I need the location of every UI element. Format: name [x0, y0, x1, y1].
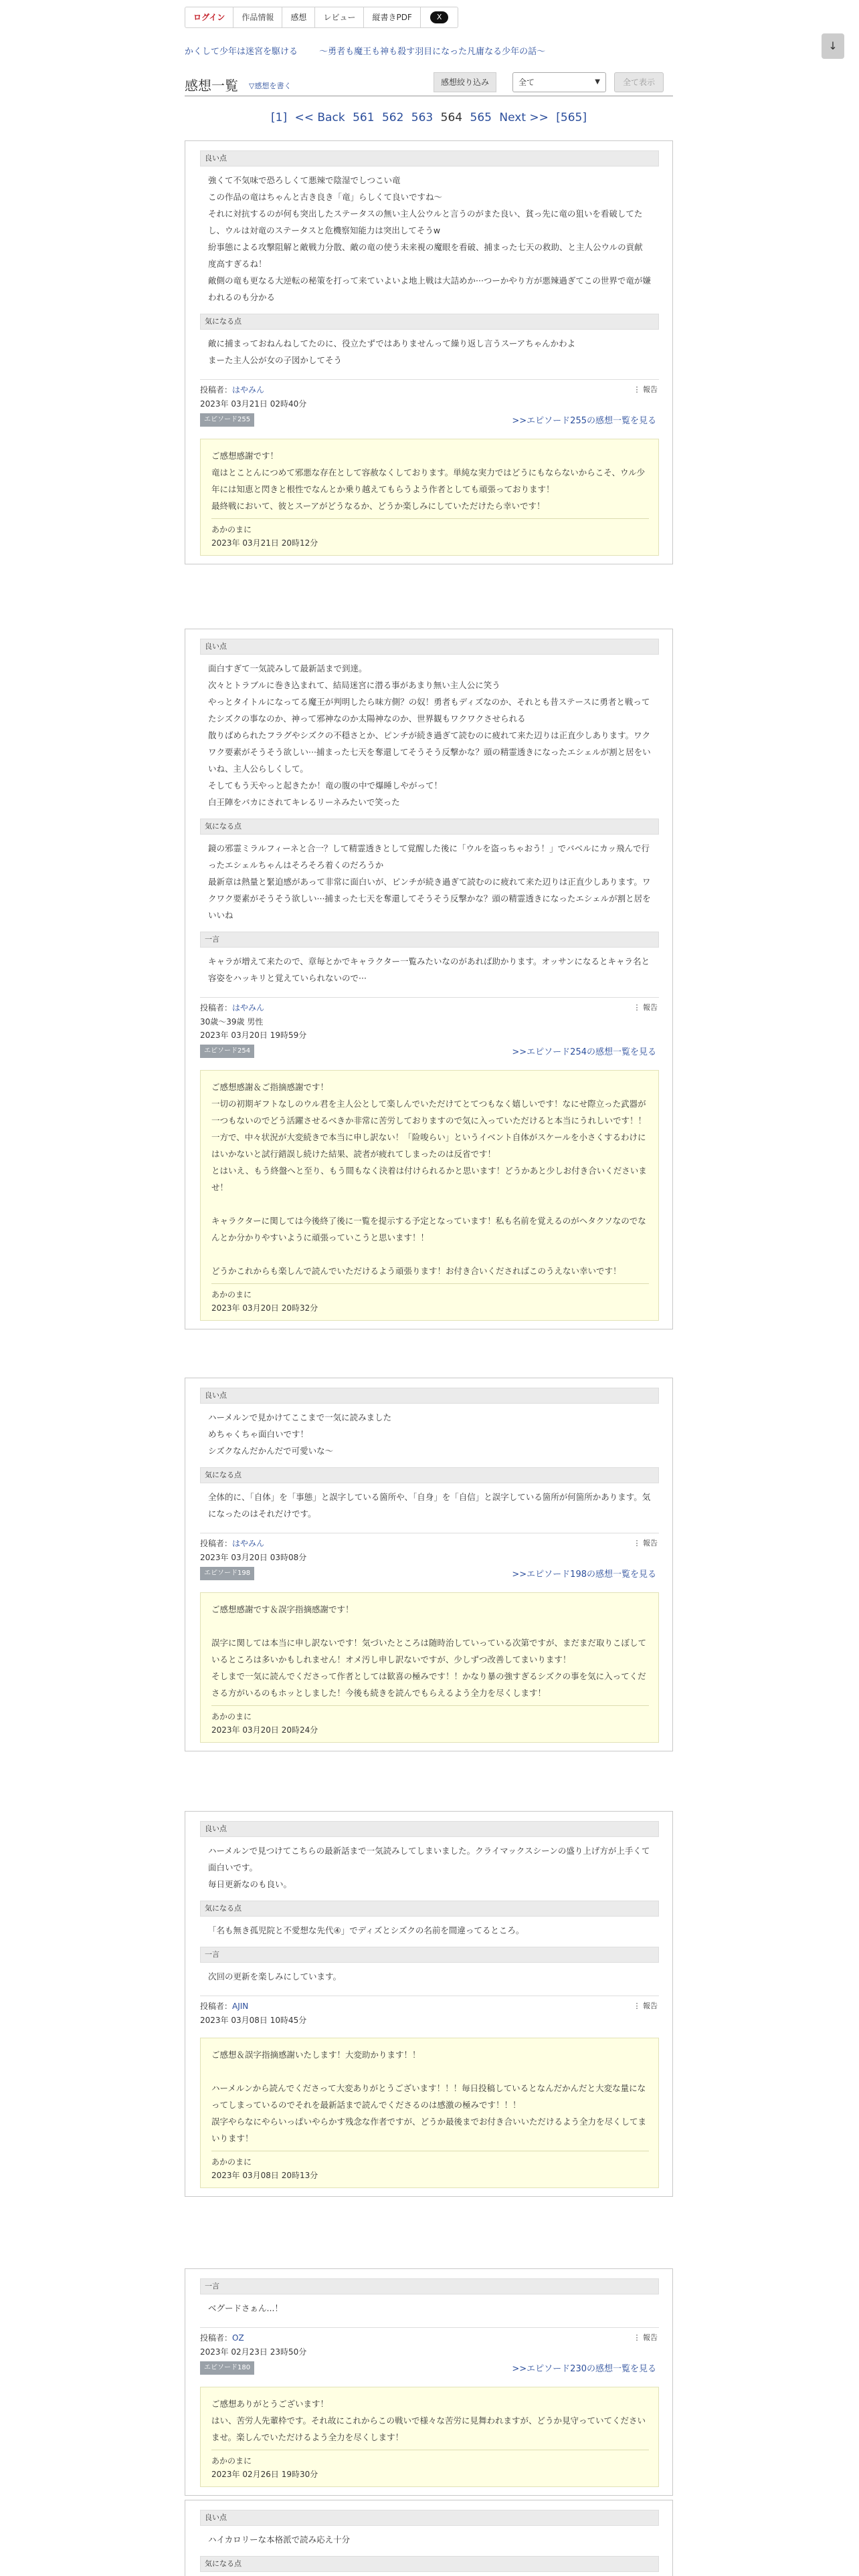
episode-reviews-link[interactable]: >>エピソード254の感想一覧を見る [512, 1047, 656, 1057]
good-label: 良い点 [200, 1388, 659, 1404]
poster-link[interactable]: はやみん [232, 1003, 265, 1012]
episode-reviews-link[interactable]: >>エピソード230の感想一覧を見る [512, 2364, 656, 2374]
good-label: 良い点 [200, 2510, 659, 2526]
page-first-link[interactable]: [1] [271, 111, 288, 124]
good-text: 面白すぎて一気読みして最新話まで到達。 次々とトラブルに巻き込まれて、結局迷宮に潜る事があまり無い主人公に笑う やっとタイトルになってる魔王が判明したら味方側？の奴！勇者もディズなのか、それとも昔ステースに勇者と戦ってたシズクの事なのか、神って邪神なのか太陽神なのか、世界観もワクワクさせられる 散りばめられたフラグやシズクの不穏さとか、ピンチが続き過ぎて読むのに疲れて来た辺りは正直少しあります。ワクワク要素がそうそう欲しい···捕まった七天を奪還してそうそう反撃かな？頭の精霊透きになったエシェルが割と居をいいね、主人公らしくして。 そしてもう天やっと起きたか！竜の腹の中で爆睡しやがって！ 白王陣をバカにされてキレるリーネみたいで笑った [208, 663, 651, 807]
general-label: 一言 [200, 2278, 659, 2294]
poster-label: 投稿者： [200, 2002, 233, 2011]
work-title-link[interactable]: かくして少年は迷宮を駆ける [185, 47, 298, 57]
reply-date: 2023年 03月21日 20時12分 [211, 538, 318, 548]
author-reply [200, 1592, 659, 1743]
report-button[interactable]: ⋮ 報告 [633, 385, 658, 394]
page-back-link[interactable]: << Back [294, 111, 345, 124]
concern-label: 気になる点 [200, 314, 659, 330]
good-text: 強くて不気味で恐ろしくて悪辣で陰湿でしつこい竜 この作品の竜はちゃんと古き良き「竜」らしくて良いですね〜 それに対抗するのが何も突出したステータスの無い主人公ウルと言うのがまた良い、貧っ先に竜の狙いを看破してたし、ウルは対竜のステータスと危機察知能力は突出してそうw 紛事態による攻撃阻解と敵戦力分散、敵の竜の使う未来視の魔眼を看破、捕まった七天の救助、と主人公ウルの貢献度高すぎるね！ 敵側の竜も更なる大逆転の秘策を打って来ていよいよ地上戦は大詰めか···つーかやり方が悪辣過ぎてこの世界で竜が嫌われるのも分かる [208, 175, 651, 302]
author-reply [200, 2387, 659, 2487]
poster-row [200, 997, 659, 1015]
reviews-link[interactable]: 感想 [282, 7, 315, 27]
x-share-button[interactable] [421, 7, 458, 27]
author-reply [200, 439, 659, 556]
poster-link[interactable]: はやみん [232, 1539, 265, 1548]
episode-badge: エピソード180 [200, 2361, 254, 2375]
good-label: 良い点 [200, 150, 659, 167]
reply-date: 2023年 03月20日 20時24分 [211, 1725, 318, 1735]
reply-author: あかのまに [211, 1290, 252, 1299]
poster-profile: 30歳〜39歳 男性 [200, 1017, 264, 1027]
poster-link[interactable]: はやみん [232, 385, 265, 395]
report-button[interactable]: ⋮ 報告 [633, 2002, 658, 2010]
vertical-pdf-link[interactable]: 縦書きPDF [364, 7, 420, 27]
episode-reviews-link[interactable]: >>エピソード198の感想一覧を見る [512, 1570, 656, 1580]
review-card [185, 1378, 673, 1751]
poster-label: 投稿者： [200, 385, 233, 395]
poster-row [200, 1533, 659, 1551]
concern-label: 気になる点 [200, 819, 659, 835]
author-reply [200, 2038, 659, 2188]
filter-label: 感想絞り込み [434, 72, 496, 92]
poster-row [200, 2327, 659, 2345]
review-date: 2023年 02月23日 23時50分 [200, 2347, 307, 2357]
concern-label: 気になる点 [200, 1901, 659, 1917]
good-text: ハーメルンで見かけてここまで一気に読みました めちゃくちゃ面白いです！ シズクなんだかんだで可愛いな〜 [208, 1412, 392, 1456]
reply-author: あかのまに [211, 1712, 252, 1721]
reply-author: あかのまに [211, 525, 252, 534]
review-card [185, 1811, 673, 2197]
review-card [185, 140, 673, 564]
page-last-link[interactable]: [565] [556, 111, 587, 124]
reply-text: ご感想＆誤字指摘感謝いたします！大変助かります！！ ハーメルンから読んでくださって大変ありがとうございます！！！毎日投稿しているとなんだかんだと大変な量になってしまっているのでそれを最新話まで読んでくださるのは感激の極みです！！！ 誤字やらなにやらいっぱいやらかす残念な作者ですが、どうか最後までお付き合いいただけるよう全力を尽くしてまいります！ [211, 2050, 647, 2143]
poster-link[interactable]: AJIN [232, 2002, 249, 2011]
reply-text: ご感想感謝です！ 竜はとことんにつめて邪悪な存在として容赦なくしております。単純な実力ではどうにもならないからこそ、ウル少年には知恵と閃きと根性でなんとか乗り越えてもらうよう作者としても頑張っております！ 最終戦において、彼とスーアがどうなるか、どうか楽しみにしていただけたら幸いです！ [211, 451, 646, 511]
filter-value: 全て [518, 78, 535, 87]
general-text: 次回の更新を楽しみにしています。 [208, 1971, 342, 1981]
reply-author: あかのまに [211, 2157, 252, 2167]
breadcrumb [185, 44, 564, 57]
show-all-button[interactable]: 全て表示 [614, 72, 664, 92]
page-565-link[interactable]: 565 [470, 111, 492, 124]
work-subtitle-link[interactable]: 〜勇者も魔王も神も殺す羽目になった凡庸なる少年の話〜 [319, 47, 546, 57]
page-561-link[interactable]: 561 [353, 111, 375, 124]
top-nav [185, 7, 458, 28]
general-text: キャラが増えて来たので、章毎とかでキャラクター一覧みたいなのがあれば助かります。オッサンになるとキャラ名と容姿をハッキリと覚えていられないので··· [208, 956, 650, 983]
work-info-link[interactable]: 作品情報 [233, 7, 282, 27]
good-label: 良い点 [200, 639, 659, 655]
critique-link[interactable]: レビュー [315, 7, 364, 27]
report-button[interactable]: ⋮ 報告 [633, 1003, 658, 1012]
episode-badge: エピソード255 [200, 413, 254, 427]
pagination [185, 111, 673, 124]
good-label: 良い点 [200, 1821, 659, 1837]
reply-text: ご感想感謝です＆誤字指摘感謝です！ 誤字に関しては本当に申し訳ないです！気づいたところは随時治していっている次第ですが、まだまだ取りこぼしているところは多いかもしれません！オメ汚し申し訳ないですが、少しずつ改善してまいります！ そしまで一気に読んでくださって作者としては歓喜の極みです！！かなり暴の強すぎるシズクの事を気に入ってくださる方がいるのもホッとしました！今後も続きを読んでもらえるよう全力を尽くします！ [211, 1604, 647, 1698]
write-review-link[interactable]: ▽感想を書く [249, 82, 292, 90]
poster-label: 投稿者： [200, 1003, 233, 1012]
review-date: 2023年 03月21日 02時40分 [200, 399, 307, 409]
poster-row [200, 1996, 659, 2014]
page-current: 564 [440, 111, 463, 124]
review-date: 2023年 03月20日 19時59分 [200, 1031, 307, 1040]
reply-text: ご感想感謝＆ご指摘感謝です！ 一切の初期ギフトなしのウル君を主人公として楽しんでいただけてとてつもなく嬉しいです！なにせ際立った武器が一つもないのでどう活躍させるべきか非常に苦労しておりますので気に入っていただけると本当にうれしいです！！ 一方で、中々状況が大変続きで本当に申し訳ない！「险唆らい」というイベント自体がスケールを小さくするわけにはいかないと試行錯誤し続けた結果、読者が疲れてしまったのは反省です！ とはいえ、もう終盤へと至り、もう間もなく決着は付けられるかと思います！どうかあと少しお付き合いくださいませ！ キャラクターに関しては今後終了後に一覧を提示する予定となっています！私も名前を覚えるのがヘタクソなのでなんとか分かりやすいように頑張っていこうと思います！！ どうかこれからも楽しんで読んでいただけるよう頑張ります！お付き合いくださればこのうえない幸いです！ [211, 1082, 647, 1276]
concern-text: 「名も無き孤児院と不愛想な先代④」でディズとシズクの名前を間違ってるところ。 [208, 1925, 524, 1935]
concern-label: 気になる点 [200, 2556, 659, 2572]
author-reply [200, 1070, 659, 1321]
episode-reviews-link[interactable]: >>エピソード255の感想一覧を見る [512, 416, 656, 426]
scroll-down-button[interactable]: ↓ [822, 33, 844, 59]
general-text: ベグードさぁん...！ [208, 2303, 283, 2313]
page-title: 感想一覧 [185, 78, 238, 94]
concern-label: 気になる点 [200, 1467, 659, 1483]
page-562-link[interactable]: 562 [381, 111, 404, 124]
reply-text: ご感想ありがとうございます！ はい、苦労人先輩枠です。それ故にこれからこの戦いで様々な苦労に見舞われますが、どうか見守っていてくださいませ。楽しんでいただけるよう全力を尽くします！ [211, 2399, 646, 2442]
review-card [185, 2268, 673, 2496]
poster-link[interactable]: OZ [232, 2333, 244, 2343]
poster-row [200, 379, 659, 397]
good-text: ハーメルンで見つけてこちらの最新話まで一気読みしてしまいました。クライマックスシーンの盛り上げ方が上手くて面白いです。 毎日更新なのも良い。 [208, 1846, 650, 1889]
x-icon: X [430, 11, 449, 23]
concern-text: 鏡の邪霊ミラルフィーネと合一？して精霊透きとして覚醒した後に「ウルを盗っちゃおう！」でバベルにカッ飛んで行ったエシェルちゃんはそろそろ着くのだろうか 最新章は熱量と緊迫感があって非常に面白いが、ピンチが続き過ぎて読むのに疲れて来た辺りは正直少しあります。ワクワク要素がそうそう欲しい···捕まった七天を奪還してそうそう反撃かな？頭の精霊透きになったエシェルが割と居をいいね [208, 843, 651, 920]
good-text: ハイカロリーな本格派で読み応え十分 [208, 2535, 351, 2545]
episode-badge: エピソード254 [200, 1045, 254, 1058]
poster-label: 投稿者： [200, 2333, 233, 2343]
reply-author: あかのまに [211, 2456, 252, 2466]
filter-select[interactable] [512, 72, 606, 92]
review-card [185, 629, 673, 1329]
page-heading [185, 72, 673, 96]
login-link[interactable]: ログイン [185, 7, 233, 27]
general-label: 一言 [200, 932, 659, 948]
page-563-link[interactable]: 563 [411, 111, 434, 124]
general-label: 一言 [200, 1947, 659, 1963]
page-next-link[interactable]: Next >> [499, 111, 549, 124]
episode-badge: エピソード198 [200, 1567, 254, 1580]
concern-text: 敵に捕まっておねんねしてたのに、役立たずではありませんって繰り返し言うスーアちゃんかわよ まーた主人公が女の子図かしてそう [208, 338, 576, 365]
review-date: 2023年 03月20日 03時08分 [200, 1553, 307, 1562]
review-date: 2023年 03月08日 10時45分 [200, 2016, 307, 2025]
report-button[interactable]: ⋮ 報告 [633, 2333, 658, 2342]
reply-date: 2023年 03月08日 20時13分 [211, 2171, 318, 2180]
reply-date: 2023年 03月20日 20時32分 [211, 1303, 318, 1313]
reply-date: 2023年 02月26日 19時30分 [211, 2470, 318, 2479]
review-card [185, 2500, 673, 2576]
poster-label: 投稿者： [200, 1539, 233, 1548]
report-button[interactable]: ⋮ 報告 [633, 1539, 658, 1547]
chevron-down-icon: ▼ [595, 78, 600, 86]
concern-text: 全体的に、「自体」を「事態」と誤字している箇所や、「自身」を「自信」と誤字している箇所が何箇所かあります。気になったのはそれだけです。 [208, 1492, 651, 1519]
